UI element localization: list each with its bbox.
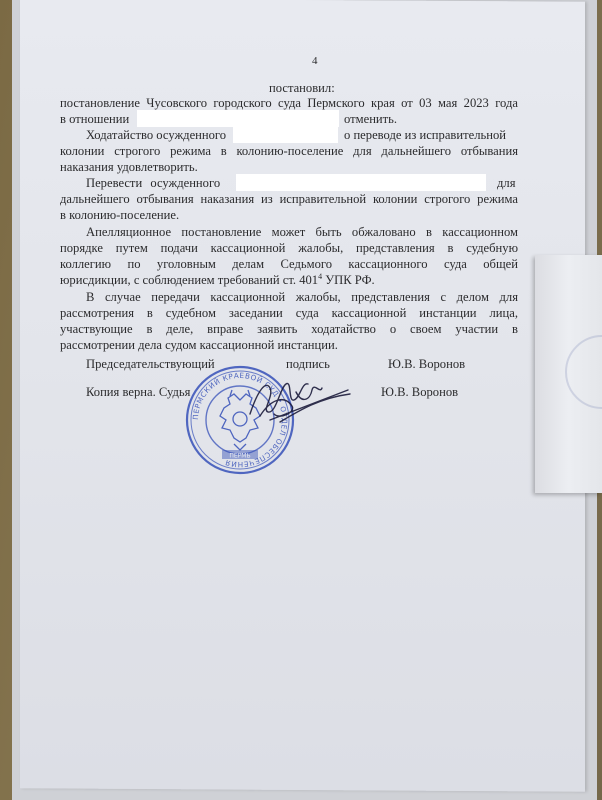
- ruling-heading: постановил:: [269, 81, 335, 95]
- paragraph-3-line-2: дальнейшего отбывания наказания из исправительной колонии строгого режима: [60, 192, 518, 206]
- presiding-judge-label: Председательствующий: [86, 357, 215, 371]
- paragraph-2-line-1-end: о переводе из исправительной: [344, 128, 507, 142]
- paragraph-4-line-2: порядке путем подачи кассационной жалобы, представления в судебную: [60, 241, 518, 255]
- paragraph-3-line-3: в колонию-поселение.: [60, 208, 180, 222]
- certified-copy-label: Копия верна. Судья: [86, 385, 191, 399]
- paragraph-2-line-1-start: Ходатайство осужденного: [86, 128, 227, 142]
- paragraph-4-line-1: Апелляционное постановление может быть обжаловано в кассационном: [86, 225, 518, 239]
- paragraph-5-line-3: участвующие в деле, вправе заявить ходатайство о своем участии в: [60, 322, 518, 336]
- paragraph-3-line-1-end: для: [497, 176, 516, 190]
- svg-text:ПЕРМСКИЙ КРАЕВОЙ СУД • ОТДЕЛ О: ПЕРМСКИЙ КРАЕВОЙ СУД • ОТДЕЛ ОБЕСПЕЧЕНИЯ: [190, 370, 290, 470]
- paragraph-5-line-1: В случае передачи кассационной жалобы, представления с делом для: [86, 290, 518, 304]
- signature-placeholder: подпись: [286, 357, 330, 371]
- presiding-judge-name: Ю.В. Воронов: [388, 357, 466, 371]
- svg-text:ПЕРМЬ: ПЕРМЬ: [229, 452, 251, 460]
- paragraph-5-line-2: рассмотрения в судебном заседании суда кассационной инстанции лица,: [60, 306, 518, 320]
- handwritten-signature: [240, 370, 360, 435]
- signature-scribble-icon: [240, 370, 360, 430]
- redaction-box: [233, 126, 338, 143]
- certified-copy-judge-name: Ю.В. Воронов: [381, 385, 459, 399]
- paragraph-2-line-2: колонии строгого режима в колонию-поселение для дальнейшего отбывания: [60, 144, 518, 158]
- paragraph-4-line-4: юрисдикции, с соблюдением требований ст. $401^4$ УПК РФ.: [60, 271, 375, 287]
- paragraph-1-line-2-end: отменить.: [344, 112, 398, 126]
- ghost-stamp-icon: [565, 335, 602, 409]
- paragraph-5-line-4: рассмотрении дела судом кассационной инстанции.: [60, 338, 338, 352]
- paragraph-1-line-2-start: в отношении: [60, 112, 130, 126]
- attached-paper-tab: [535, 255, 602, 493]
- page-number: 4: [312, 55, 318, 67]
- paragraph-3-line-1-start: Перевести осужденного: [86, 176, 221, 190]
- paragraph-4-line-3: коллегию по уголовным делам Седьмого кассационного суда общей: [60, 257, 518, 271]
- paragraph-1-line-1: постановление Чусовского городского суда Пермского края от 03 мая 2023 года: [60, 96, 518, 110]
- redaction-box: [236, 174, 486, 191]
- redaction-box: [137, 110, 339, 127]
- paragraph-2-line-3: наказания удовлетворить.: [60, 160, 198, 174]
